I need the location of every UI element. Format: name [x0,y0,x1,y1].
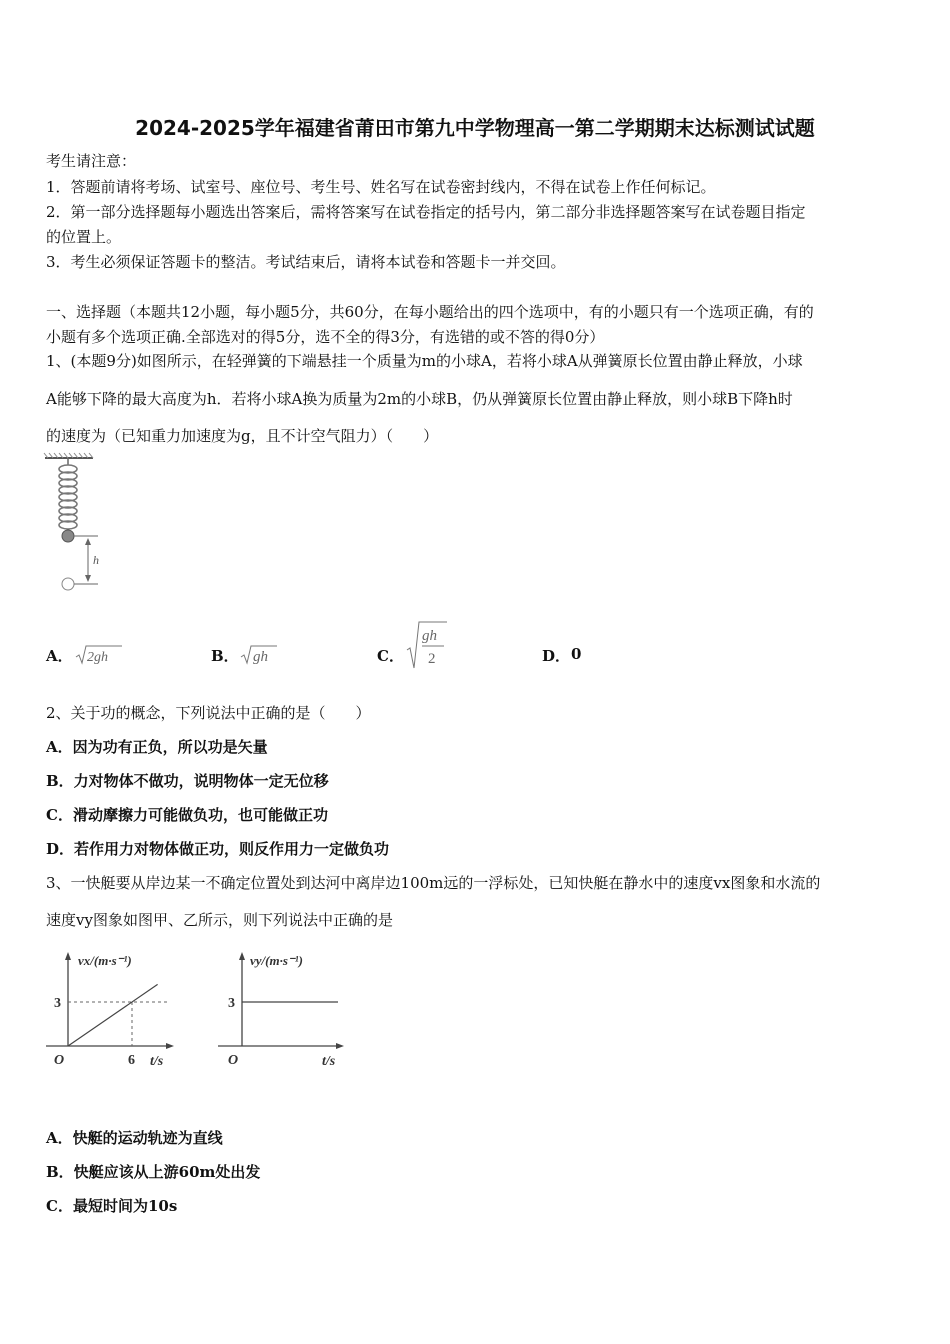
section-instructions: 小题有多个选项正确.全部选对的得5分，选不全的得3分，有选错的或不答的得0分） [46,328,605,346]
question-3-stem: 速度vy图象如图甲、乙所示，则下列说法中正确的是 [46,911,393,929]
option-c-value [405,620,449,672]
question-3-option: C．最短时间为10s [46,1197,178,1215]
x-tick-label: 6 [128,1053,135,1068]
notice-item: 1．答题前请将考场、试室号、座位号、考生号、姓名写在试卷密封线内，不得在试卷上作任何标记。 [46,178,716,196]
option-b-radicand: gh [253,649,268,665]
x-axis-label: t/s [150,1054,164,1069]
question-2-option: C．滑动摩擦力可能做负功，也可能做正功 [46,806,328,824]
question-2-option: B．力对物体不做功，说明物体一定无位移 [46,772,329,790]
notice-heading: 考生请注意： [46,152,137,170]
question-3-option: A．快艇的运动轨迹为直线 [46,1129,223,1147]
option-c-denominator: 2 [428,651,436,667]
option-c-numerator: gh [422,628,437,644]
option-b-value [239,643,281,667]
vy-time-chart [216,948,356,1074]
y-tick-label: 3 [228,996,235,1011]
notice-item: 3．考生必须保证答题卡的整洁。考试结束后，请将本试卷和答题卡一并交回。 [46,253,566,271]
notice-item: 的位置上。 [46,228,122,246]
y-axis-label: vy/(m·s⁻¹) [250,953,303,968]
option-a-label: A． [46,647,73,665]
spring-figure [40,452,120,602]
question-2-stem: 2、关于功的概念，下列说法中正确的是（ ） [46,704,371,722]
x-axis-label: t/s [322,1054,336,1069]
question-3-option: B．快艇应该从上游60m处出发 [46,1163,261,1181]
notice-item: 2．第一部分选择题每小题选出答案后，需将答案写在试卷指定的括号内，第二部分非选择题答案写在试卷题目指定 [46,203,806,221]
question-1-stem: 的速度为（已知重力加速度为g，且不计空气阻力）（ ） [46,427,439,445]
vx-series-line [68,984,158,1046]
section-instructions: 一、选择题（本题共12小题，每小题5分，共60分，在每小题给出的四个选项中，有的小题只有一个选项正确，有的 [46,303,814,321]
question-1-stem: A能够下降的最大高度为h．若将小球A换为质量为2m的小球B，仍从弹簧原长位置由静止释放，则小球B下降h时 [46,390,793,408]
option-b-label: B． [211,647,239,665]
question-2-option: A．因为功有正负，所以功是矢量 [46,738,268,756]
height-label: h [93,553,99,567]
option-a-value [74,643,124,667]
vx-time-chart [46,948,186,1074]
page-title: 2024-2025学年福建省莆田市第九中学物理高一第二学期期末达标测试试题 [135,116,815,140]
origin-label: O [54,1053,65,1068]
question-3-stem: 3、一快艇要从岸边某一不确定位置处到达河中离岸边100m远的一浮标处，已知快艇在静水中的速度vx图象和水流的 [46,874,821,892]
y-tick-label: 3 [54,996,61,1011]
question-1-stem: 1、(本题9分)如图所示，在轻弹簧的下端悬挂一个质量为m的小球A，若将小球A从弹簧原长位置由静止释放，小球 [46,352,803,370]
question-2-option: D．若作用力对物体做正功，则反作用力一定做负功 [46,840,390,858]
y-axis-label: vx/(m·s⁻¹) [78,953,132,968]
option-d-value: 0 [571,645,582,663]
option-a-radicand: 2gh [87,650,108,665]
option-c-label: C． [377,647,404,665]
option-d-label: D． [542,647,571,665]
origin-label: O [228,1053,239,1068]
